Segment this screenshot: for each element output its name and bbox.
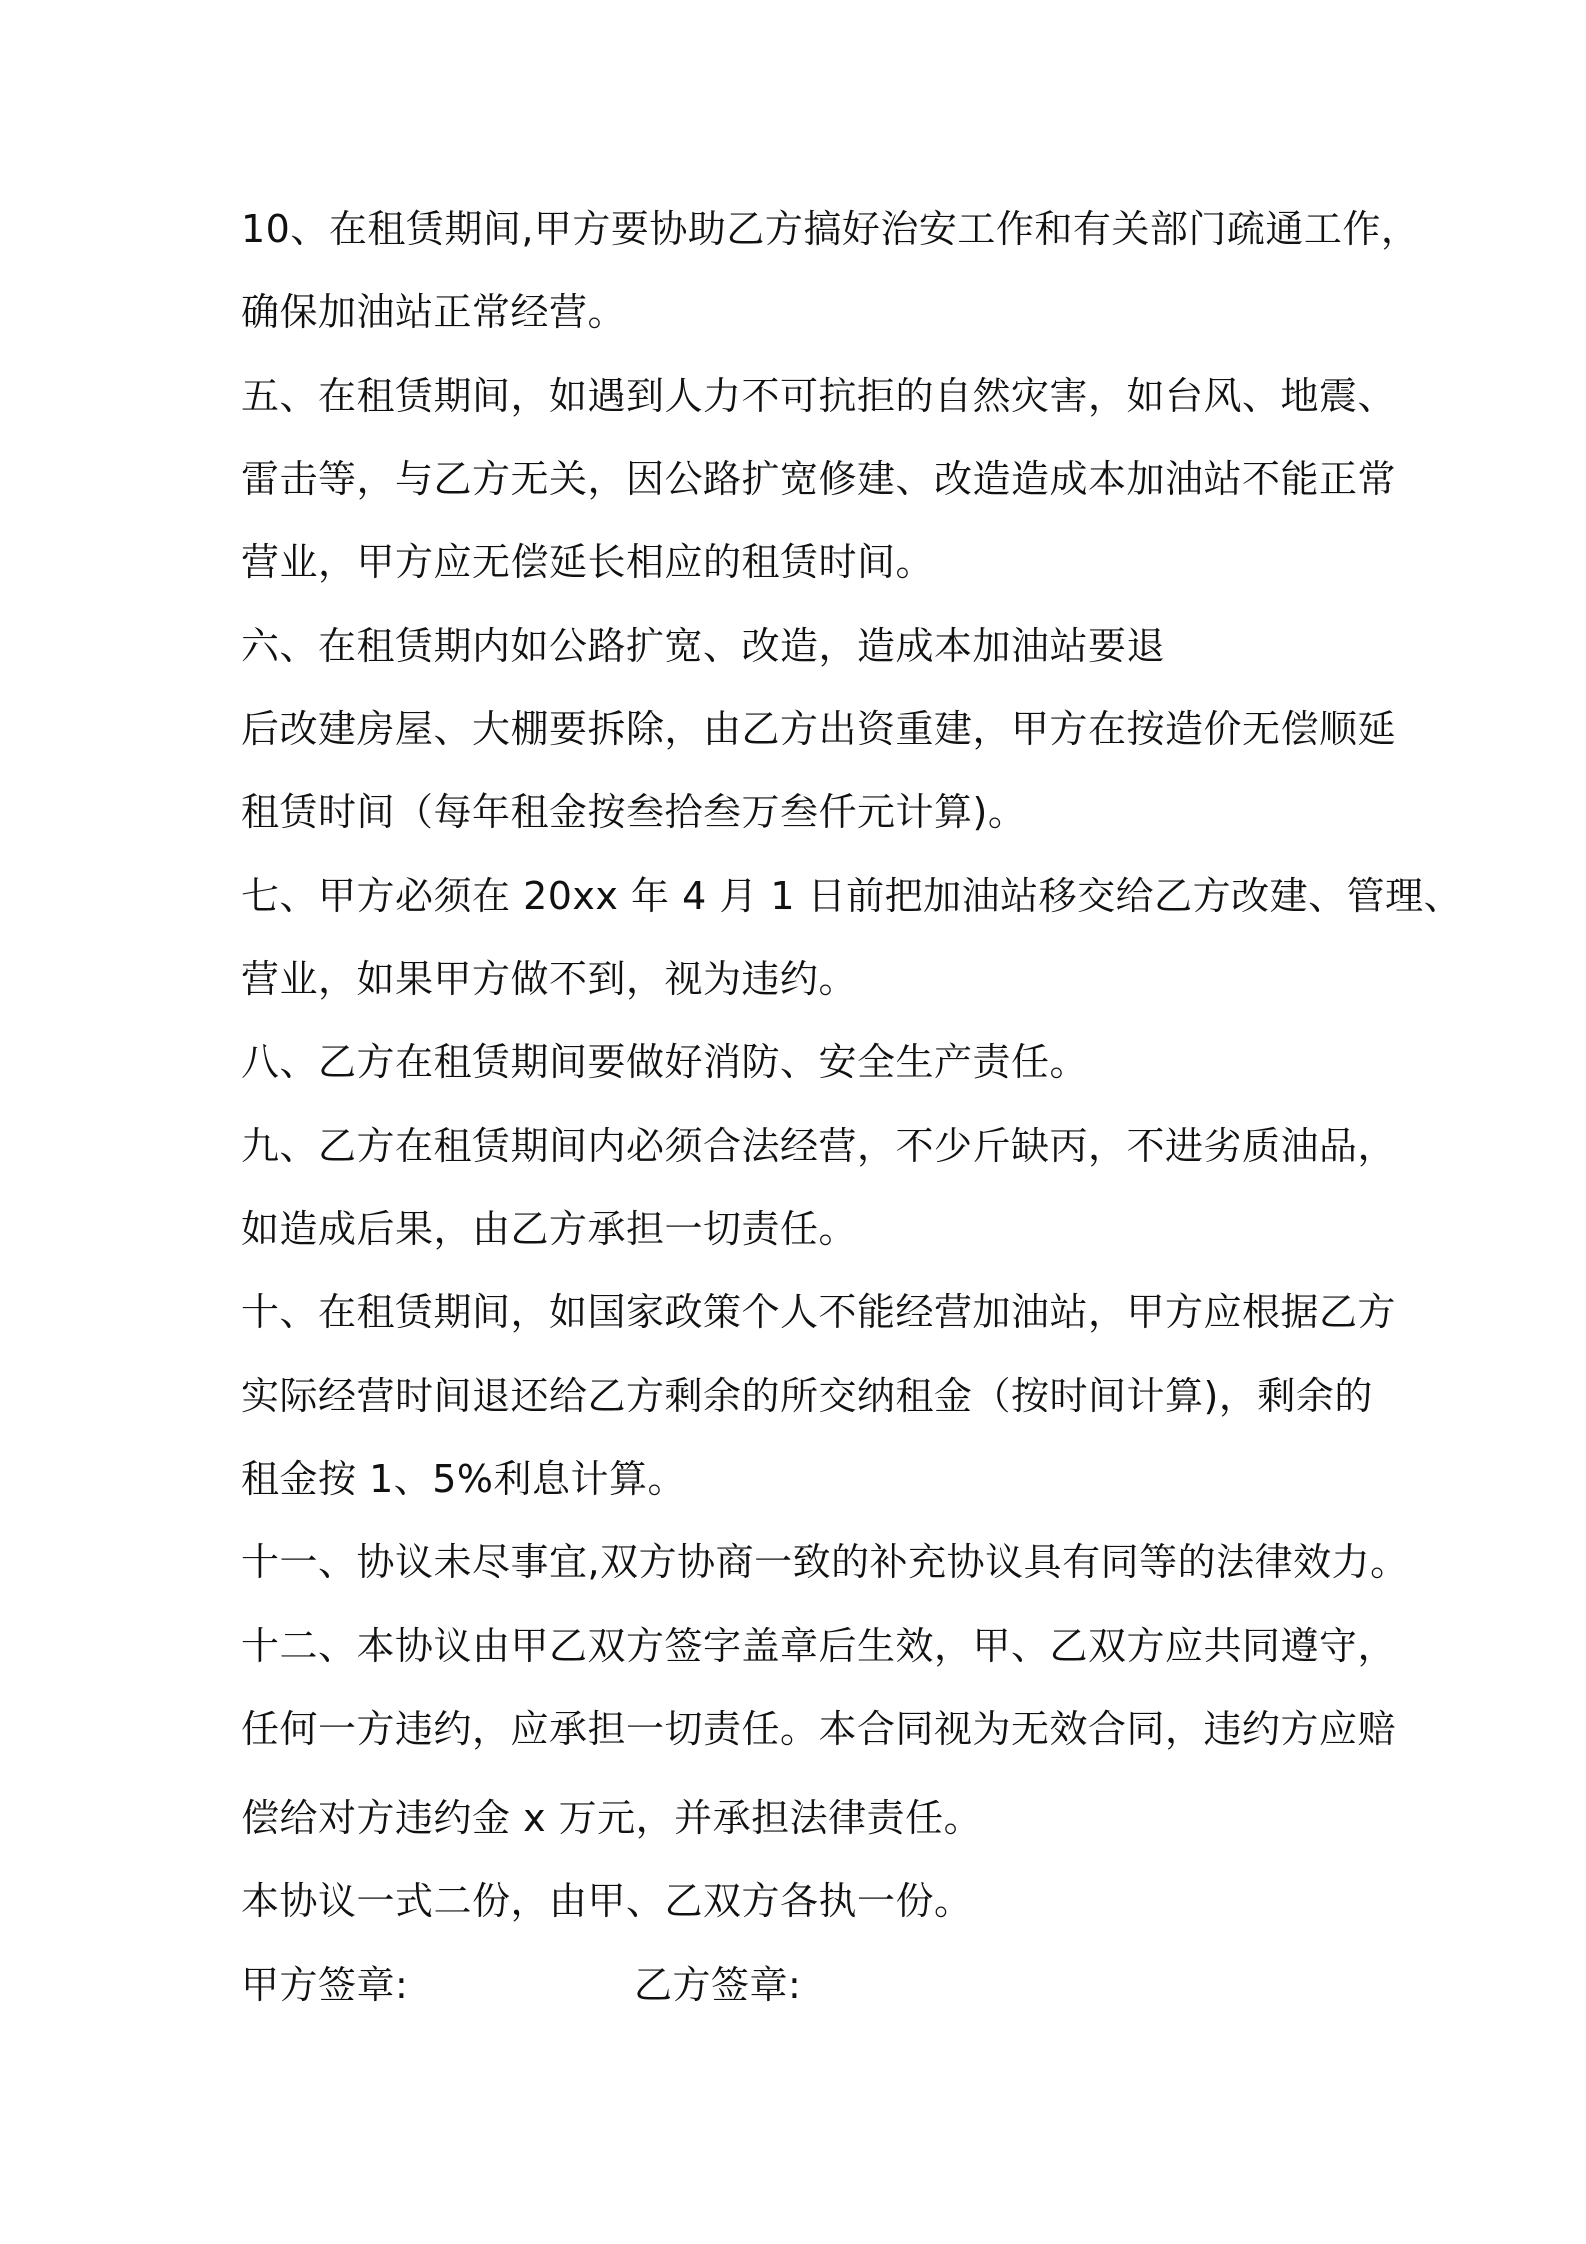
text-line: 本协议一式二份，由甲、乙双方各执一份。 — [241, 1879, 973, 1923]
text-line: 七、甲方必须在 20xx 年 4 月 1 日前把加油站移交给乙方改建、管理、 — [241, 874, 1463, 918]
text-line: 任何一方违约，应承担一切责任。本合同视为无效合同，违约方应赔 — [241, 1707, 1397, 1751]
text-line: 10、在租赁期间,甲方要协助乙方搞好治安工作和有关部门疏通工作， — [241, 207, 1420, 251]
party-a-signature-label: 甲方签章: — [241, 1963, 409, 2007]
text-line: 八、乙方在租赁期间要做好消防、安全生产责任。 — [241, 1040, 1089, 1084]
text-line: 营业，甲方应无偿延长相应的租赁时间。 — [241, 540, 935, 584]
text-line: 后改建房屋、大棚要拆除，由乙方出资重建，甲方在按造价无偿顺延 — [241, 707, 1397, 751]
text-line: 九、乙方在租赁期间内必须合法经营，不少斤缺丙，不进劣质油品， — [241, 1124, 1397, 1168]
text-line: 如造成后果，由乙方承担一切责任。 — [241, 1207, 858, 1251]
party-b-signature-label: 乙方签章: — [634, 1963, 802, 2007]
text-line: 实际经营时间退还给乙方剩余的所交纳租金（按时间计算)，剩余的 — [241, 1374, 1373, 1418]
text-line: 确保加油站正常经营。 — [241, 290, 627, 334]
text-line: 十二、本协议由甲乙双方签字盖章后生效，甲、乙双方应共同遵守， — [241, 1624, 1397, 1668]
text-line: 十一、协议未尽事宜,双方协商一致的补充协议具有同等的法律效力。 — [241, 1540, 1409, 1584]
text-line: 租金按 1、5%利息计算。 — [241, 1457, 687, 1501]
text-line: 营业，如果甲方做不到，视为违约。 — [241, 957, 858, 1001]
text-line: 五、在租赁期间，如遇到人力不可抗拒的自然灾害，如台风、地震、 — [241, 374, 1397, 418]
text-line: 雷击等，与乙方无关，因公路扩宽修建、改造造成本加油站不能正常 — [241, 457, 1397, 501]
text-line: 十、在租赁期间，如国家政策个人不能经营加油站，甲方应根据乙方 — [241, 1290, 1397, 1334]
text-line: 偿给对方违约金 x 万元，并承担法律责任。 — [241, 1796, 983, 1840]
text-line: 租赁时间（每年租金按叁拾叁万叁仟元计算)。 — [241, 790, 1027, 834]
text-line: 六、在租赁期内如公路扩宽、改造，造成本加油站要退 — [241, 624, 1166, 668]
